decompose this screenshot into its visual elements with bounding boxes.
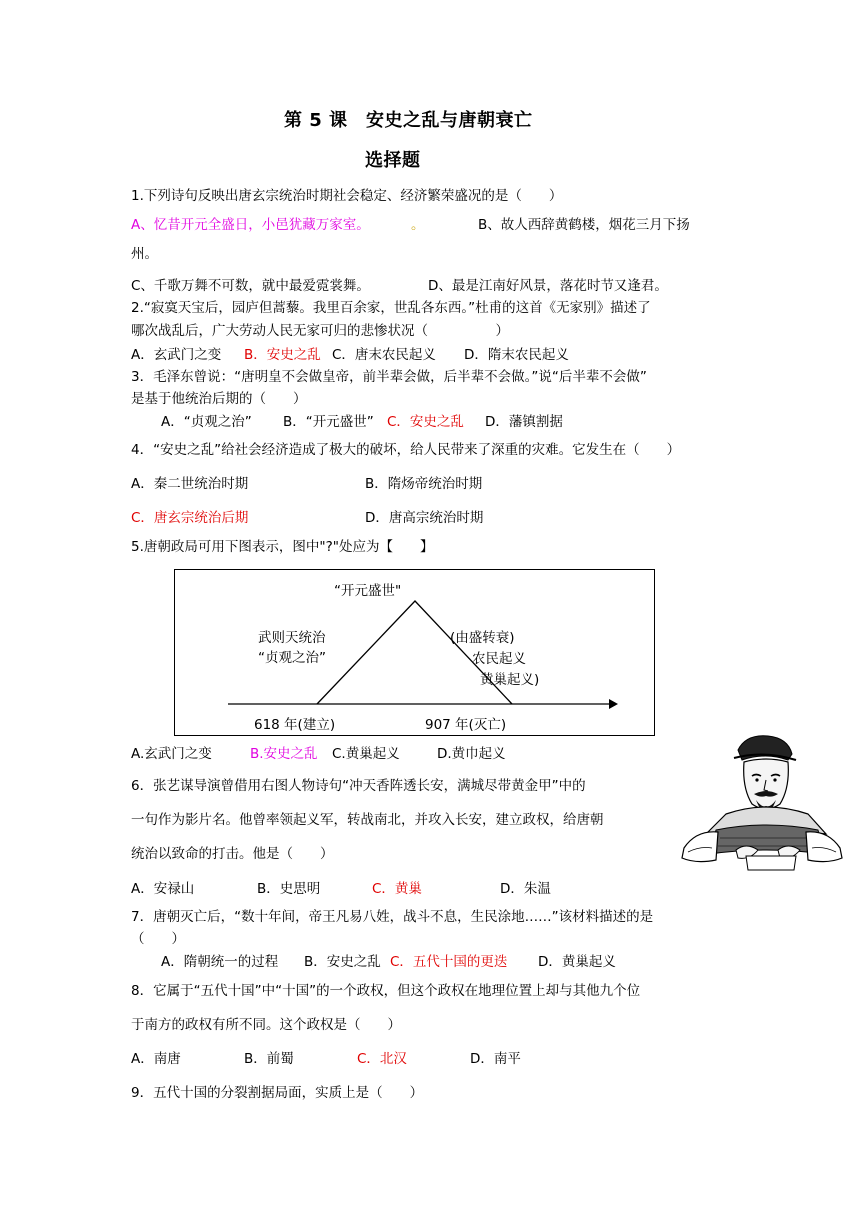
- q7-line1: 7．唐朝灭亡后，“数十年间，帝王凡易八姓，战斗不息，生民涂地……”该材料描述的是: [131, 909, 654, 925]
- q7-option-d: D．黄巢起义: [538, 954, 616, 970]
- q3-option-d: D．藩镇割据: [485, 414, 563, 430]
- q1-option-a-mark: 。: [411, 217, 425, 233]
- q4-option-a: A．秦二世统治时期: [131, 476, 249, 492]
- q3-line2: 是基于他统治后期的（ ）: [131, 391, 307, 407]
- q2-option-a: A．玄武门之变: [131, 347, 222, 363]
- q7-line2: （ ）: [131, 931, 185, 947]
- diagram-start-label: 618 年(建立): [254, 717, 336, 733]
- q6-line1: 6．张艺谋导演曾借用右图人物诗句“冲天香阵透长安，满城尽带黄金甲”中的: [131, 778, 586, 794]
- q6-line3: 统治以致命的打击。他是（ ）: [131, 846, 334, 862]
- diagram-left-label-2: “贞观之治”: [258, 650, 326, 666]
- diagram-right-label-3: 黄巢起义): [480, 672, 540, 688]
- q5-stem: 5.唐朝政局可用下图表示，图中"?"处应为【 】: [131, 539, 434, 555]
- q4-stem: 4．“安史之乱”给社会经济造成了极大的破坏，给人民带来了深重的灾难。它发生在（ ）: [131, 442, 681, 458]
- q3-option-a: A．“贞观之治”: [161, 414, 252, 430]
- q1-option-d: D、最是江南好风景，落花时节又逢君。: [428, 278, 668, 294]
- section-heading: 选择题: [365, 150, 421, 171]
- q5-option-b: B.安史之乱: [250, 746, 318, 762]
- q6-line2: 一句作为影片名。他曾率领起义军，转战南北，并攻入长安，建立政权，给唐朝: [131, 812, 604, 828]
- diagram-left-label-1: 武则天统治: [258, 630, 326, 646]
- q1-option-a: A、忆昔开元全盛日，小邑犹藏万家室。: [131, 217, 370, 233]
- q3-option-b: B．“开元盛世”: [283, 414, 374, 430]
- q1-stem: 1.下列诗句反映出唐玄宗统治时期社会稳定、经济繁荣盛况的是（ ）: [131, 188, 563, 204]
- q1-option-c: C、千歌万舞不可数，就中最爱霓裳舞。: [131, 278, 370, 294]
- q8-line1: 8．它属于“五代十国”中“十国”的一个政权，但这个政权在地理位置上却与其他九个位: [131, 983, 641, 999]
- q6-option-b: B．史思明: [257, 881, 321, 897]
- q1-option-b: B、故人西辞黄鹤楼，烟花三月下扬: [478, 217, 690, 233]
- q4-option-d: D．唐高宗统治时期: [365, 510, 484, 526]
- q2-option-d: D．隋末农民起义: [464, 347, 569, 363]
- q3-line1: 3．毛泽东曾说：“唐明皇不会做皇帝，前半辈会做，后半辈不会做。”说“后半辈不会做”: [131, 369, 647, 385]
- q4-option-b: B．隋炀帝统治时期: [365, 476, 483, 492]
- q5-option-c: C.黄巢起义: [332, 746, 400, 762]
- q8-line2: 于南方的政权有所不同。这个政权是（ ）: [131, 1017, 401, 1033]
- q7-option-a: A．隋朝统一的过程: [161, 954, 279, 970]
- q3-option-c: C．安史之乱: [387, 414, 464, 430]
- q8-option-c: C．北汉: [357, 1051, 407, 1067]
- q5-option-a: A.玄武门之变: [131, 746, 212, 762]
- diagram-end-label: 907 年(灭亡): [425, 717, 507, 733]
- q6-option-c: C．黄巢: [372, 881, 422, 897]
- page-title: 第 5 课 安史之乱与唐朝衰亡: [284, 110, 533, 131]
- q9-stem: 9．五代十国的分裂割据局面，实质上是（ ）: [131, 1085, 424, 1101]
- q6-option-d: D．朱温: [500, 881, 551, 897]
- tang-politics-diagram: [174, 569, 655, 736]
- q8-option-d: D．南平: [470, 1051, 521, 1067]
- q2-line2: 哪次战乱后，广大劳动人民无家可归的悲惨状况（ ）: [131, 323, 509, 339]
- q4-option-c: C．唐玄宗统治后期: [131, 510, 249, 526]
- q7-option-c: C．五代十国的更迭: [390, 954, 508, 970]
- q6-option-a: A．安禄山: [131, 881, 195, 897]
- diagram-right-label-1: (由盛转衰): [450, 630, 515, 646]
- diagram-right-label-2: 农民起义: [472, 651, 526, 667]
- q5-option-d: D.黄巾起义: [437, 746, 506, 762]
- q2-option-c: C．唐末农民起义: [332, 347, 436, 363]
- diagram-peak-label: “开元盛世": [334, 583, 402, 599]
- q2-line1: 2.“寂寞天宝后，园庐但蒿藜。我里百余家，世乱各东西。”杜甫的这首《无家别》描述了: [131, 300, 651, 316]
- q1-option-b-cont: 州。: [131, 246, 158, 262]
- q7-option-b: B．安史之乱: [304, 954, 381, 970]
- q8-option-a: A．南唐: [131, 1051, 181, 1067]
- q2-option-b: B．安史之乱: [244, 347, 321, 363]
- q8-option-b: B．前蜀: [244, 1051, 294, 1067]
- huang-chao-portrait: [676, 730, 848, 880]
